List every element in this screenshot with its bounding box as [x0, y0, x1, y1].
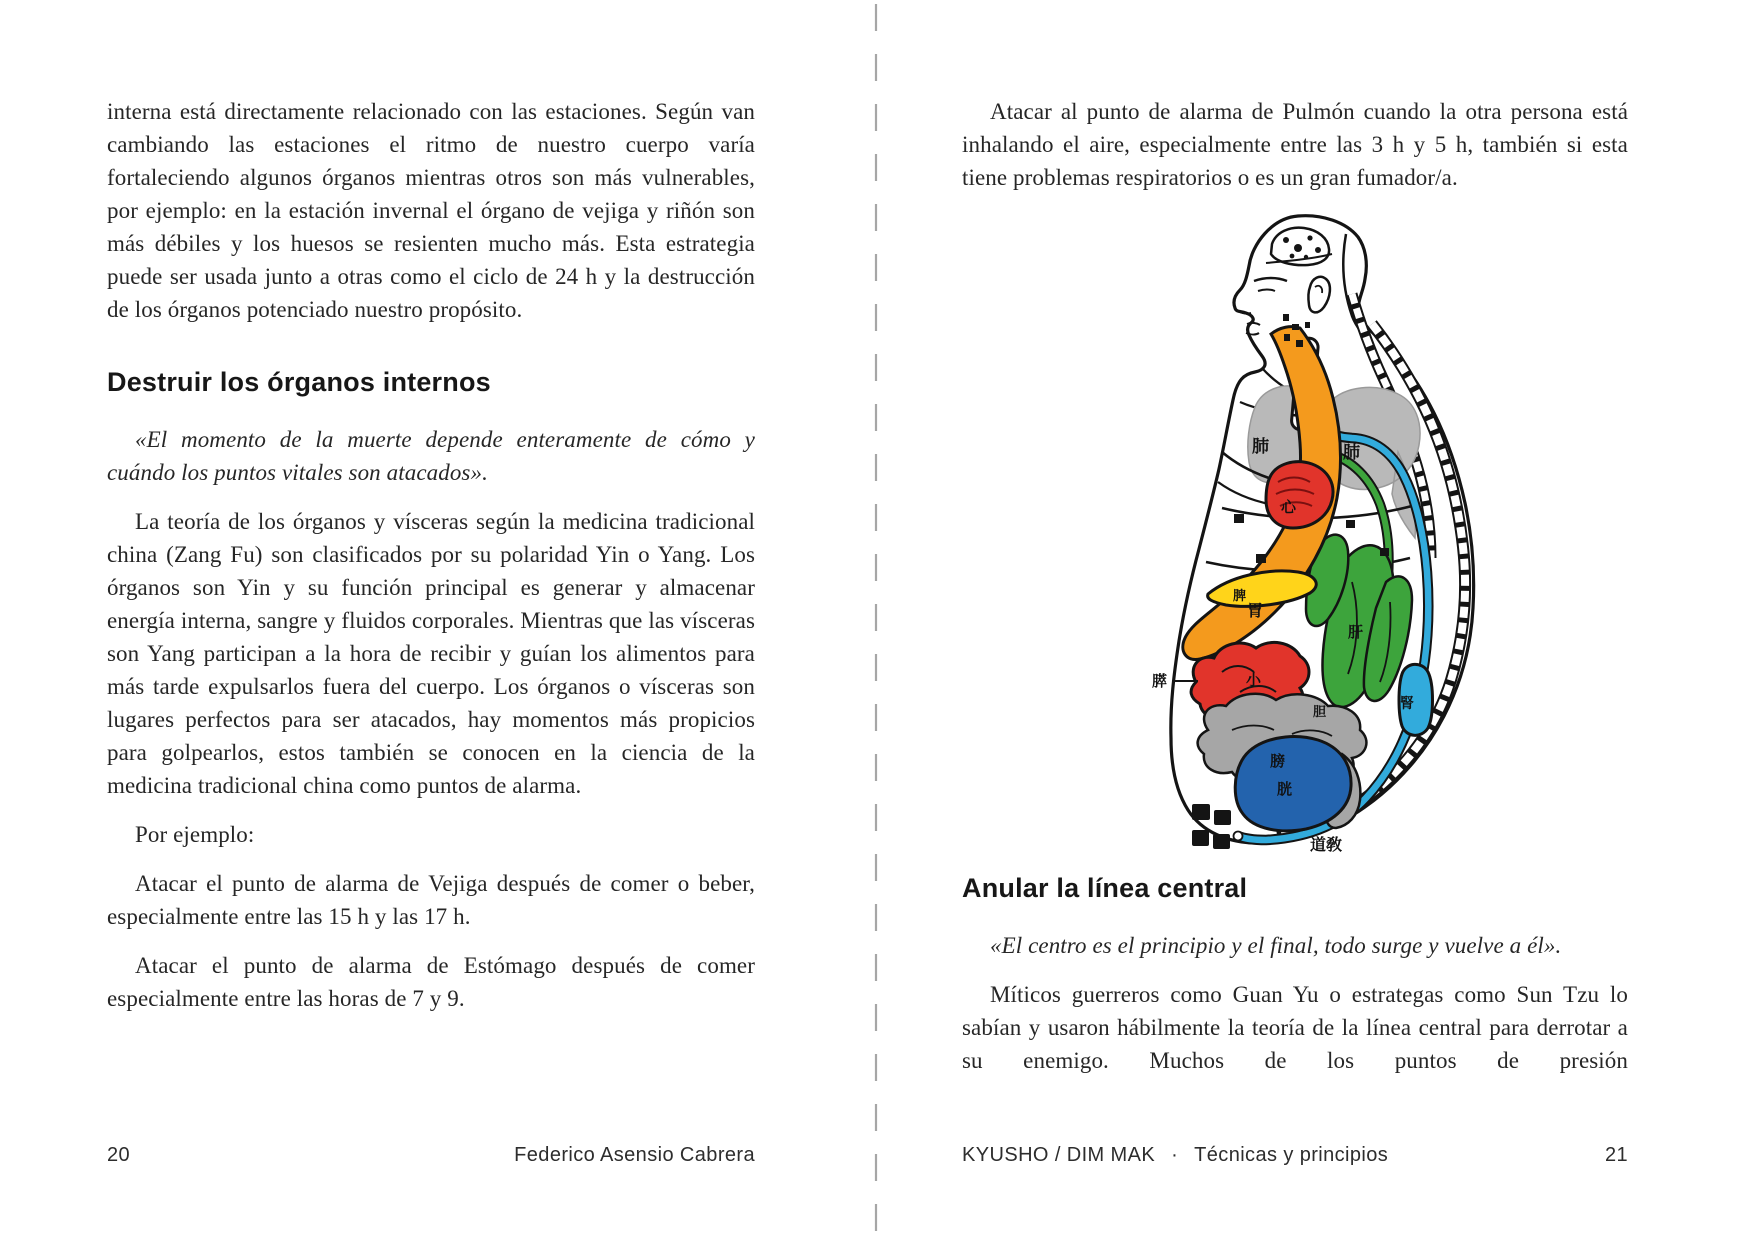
left-paragraph-stomach: Atacar el punto de alarma de Estómago después de comer especialmente entre las horas de 7 y 9. — [107, 953, 755, 1011]
left-paragraph-organs-theory: La teoría de los órganos y vísceras según la medicina tradicional china (Zang Fu) son clasificados por su polaridad Yin o Yang. Los órganos son Yin y su función principal es generar y almacenar energía interna, sangre y fluidos corporales. Mientras que las vísceras son Yang participan a la hora de recibir y guían los alimentos para más tarde expulsarlos fuera del cuerpo. Los órganos o vísceras son lugares perfectos para ser atacados, hay momentos más propicios para golpearlos, estos también se conocen en la ciencia de la medicina tradicional china como puntos de alarma. — [107, 509, 755, 798]
left-page-footer — [107, 1144, 755, 1167]
small-intestine-label: 小 — [1246, 671, 1262, 689]
author-name: Federico Asensio Cabrera — [514, 1144, 755, 1166]
book-title-section — [962, 1144, 1388, 1167]
right-page-heading: Anular la línea central — [962, 873, 1248, 903]
bladder-label-bottom: 胱 — [1277, 780, 1293, 798]
heart-label: 心 — [1281, 498, 1297, 516]
left-paragraph-bladder: Atacar el punto de alarma de Vejiga después de comer o beber, especialmente entre las 15 h y las 17 h. — [107, 871, 755, 929]
right-page-text-column — [962, 95, 1628, 1093]
left-page-text-column — [107, 95, 755, 1031]
bladder-label-top: 膀 — [1270, 752, 1286, 770]
gutter-dashed-divider — [874, 0, 879, 1240]
kidney-label: 腎 — [1400, 696, 1414, 712]
right-page-footer — [962, 1144, 1628, 1167]
left-paragraph-continuation: interna está directamente relacionado con las estaciones. Según van cambiando las estaciones el ritmo de nuestro cuerpo varía fortaleciendo algunos órganos mientras otros son más vulnerables, por ejemplo: en la estación invernal el órgano de vejiga y riñón son más débiles y los huesos se resienten mucho más. Esta estrategia puede ser usada junto a otras como el ciclo de 24 h y la destrucción de los órganos potenciado nuestro propósito. — [107, 99, 755, 322]
left-page-quote: «El momento de la muerte depende enteramente de cómo y cuándo los puntos vitales son atacados». — [107, 427, 755, 485]
left-paragraph-example-intro: Por ejemplo: — [135, 822, 255, 847]
right-page-quote: «El centro es el principio y el final, todo surge y vuelve a él». — [990, 933, 1562, 958]
bladder-shape — [1235, 737, 1351, 831]
left-page-heading: Destruir los órganos internos — [107, 367, 491, 397]
spleen-label: 脾 — [1233, 589, 1247, 604]
stomach-label: 胃 — [1247, 601, 1264, 620]
right-paragraph-lung: Atacar al punto de alarma de Pulmón cuando la otra persona está inhalando el aire, especialmente entre las 3 h y 5 h, también si esta tiene problemas respiratorios o es un gran fumador/a. — [962, 99, 1628, 190]
book-series-title: KYUSHO / DIM MAK — [962, 1144, 1156, 1166]
gallbladder-label: 胆 — [1313, 705, 1327, 720]
heart-shape — [1266, 462, 1333, 528]
pancreas-label: 膵 — [1152, 672, 1168, 690]
liver-label: 肝 — [1348, 623, 1364, 641]
right-page-number: 21 — [1604, 1144, 1628, 1166]
right-paragraph-central-line: Míticos guerreros como Guan Yu o estrategas como Sun Tzu lo sabían y usaron hábilmente la teoría de la línea central para derrotar a su enemigo. Muchos de los puntos de presión — [962, 982, 1628, 1073]
chinese-anatomy-illustration — [1150, 210, 1490, 858]
chapter-title: Técnicas y principios — [1194, 1144, 1389, 1166]
lung-back-label: 肺 — [1343, 443, 1360, 463]
lung-front-label: 肺 — [1252, 437, 1269, 457]
left-page-number: 20 — [107, 1144, 131, 1166]
footer-separator-dot: · — [1171, 1144, 1179, 1166]
bottom-label: 道敎 — [1310, 835, 1343, 854]
